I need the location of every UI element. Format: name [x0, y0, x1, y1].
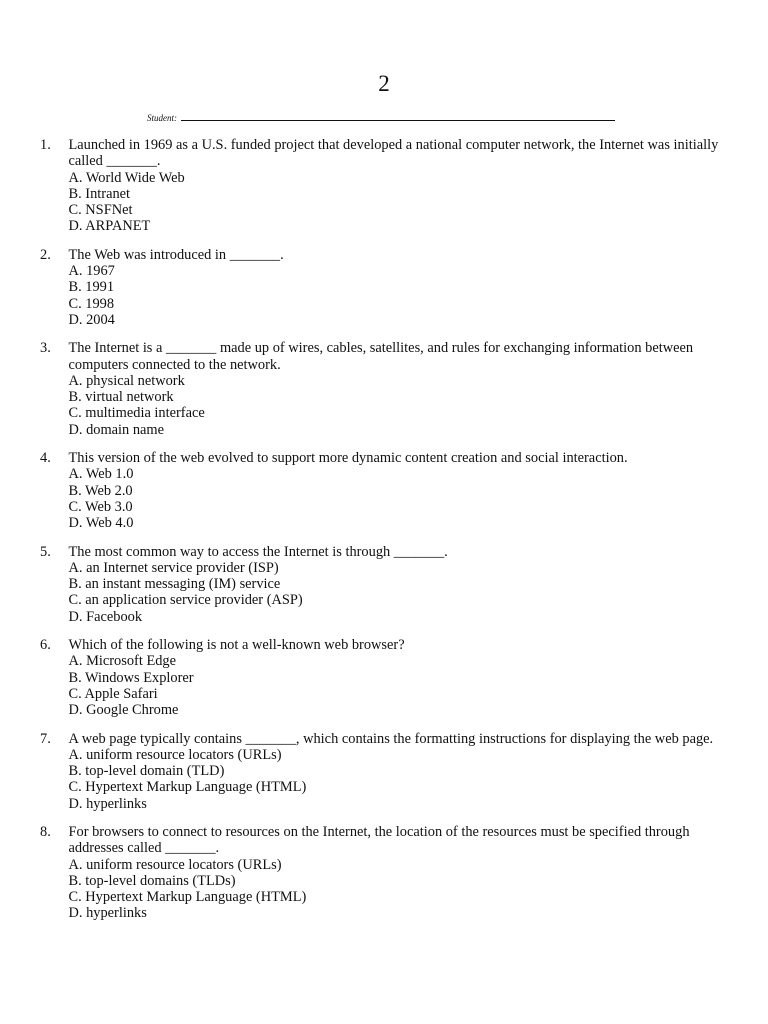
student-name-blank — [181, 110, 615, 121]
option-d: D. hyperlinks — [68, 795, 147, 812]
option-c: C. Hypertext Markup Language (HTML) — [68, 889, 307, 906]
option-a: A. uniform resource locators (URLs) — [68, 746, 282, 763]
question-number: 1. — [40, 137, 51, 153]
question-4 — [40, 450, 730, 531]
option-c: C. an application service provider (ASP) — [68, 592, 303, 609]
option-b: B. an instant messaging (IM) service — [68, 576, 281, 593]
question-stem: Which of the following is not a well-known web browser? — [68, 637, 405, 654]
question-number: 6. — [40, 637, 51, 654]
question-stem: A web page typically contains _______, which contains the formatting instructions for displaying the web page. — [68, 730, 714, 747]
question-stem: Launched in 1969 as a U.S. funded project that developed a national computer network, the Internet was initially called _______. — [68, 137, 719, 170]
question-stem: The Internet is a _______ made up of wires, cables, satellites, and rules for exchanging information between computers connected to the network. — [68, 340, 694, 373]
option-b: B. Intranet — [68, 185, 131, 202]
student-label: Student: — [147, 113, 177, 123]
question-stem: The Web was introduced in _______. — [68, 246, 284, 263]
question-6 — [40, 637, 730, 718]
question-number: 4. — [40, 450, 51, 467]
option-b: B. virtual network — [68, 389, 174, 406]
option-b: B. 1991 — [68, 279, 115, 296]
option-a: A. World Wide Web — [68, 169, 185, 186]
question-number: 2. — [40, 246, 51, 263]
option-a: A. Microsoft Edge — [68, 653, 177, 670]
option-d: D. ARPANET — [68, 218, 151, 235]
option-c: C. NSFNet — [68, 202, 133, 219]
question-3 — [40, 340, 730, 438]
question-number: 3. — [40, 340, 51, 357]
option-b: B. Web 2.0 — [68, 482, 133, 499]
option-a: A. an Internet service provider (ISP) — [68, 559, 279, 576]
option-a: A. uniform resource locators (URLs) — [68, 856, 282, 873]
option-c: C. Hypertext Markup Language (HTML) — [68, 779, 307, 796]
option-d: D. domain name — [68, 421, 165, 438]
option-a: A. Web 1.0 — [68, 466, 134, 483]
question-stem: For browsers to connect to resources on the Internet, the location of the resources must be specified through addresses called _______. — [68, 823, 690, 857]
question-1 — [40, 137, 730, 235]
option-c: C. Apple Safari — [68, 685, 158, 702]
option-c: C. multimedia interface — [68, 405, 205, 422]
option-d: D. Facebook — [68, 608, 143, 625]
option-b: B. top-level domains (TLDs) — [68, 872, 236, 889]
option-b: B. top-level domain (TLD) — [68, 763, 225, 780]
question-list — [40, 137, 730, 934]
option-b: B. Windows Explorer — [68, 669, 194, 686]
question-7 — [40, 731, 730, 812]
question-2 — [40, 247, 730, 328]
student-name-line — [147, 110, 615, 125]
question-number: 8. — [40, 823, 51, 840]
option-d: D. hyperlinks — [68, 905, 147, 922]
option-c: C. 1998 — [68, 295, 115, 312]
option-a: A. physical network — [68, 372, 185, 389]
question-5 — [40, 544, 730, 625]
option-d: D. Google Chrome — [68, 702, 179, 719]
question-8 — [40, 824, 730, 922]
option-d: D. 2004 — [68, 311, 115, 328]
question-stem: This version of the web evolved to support more dynamic content creation and social interaction. — [68, 450, 628, 467]
option-d: D. Web 4.0 — [68, 515, 134, 532]
question-number: 5. — [40, 543, 51, 560]
question-stem: The most common way to access the Internet is through _______. — [68, 543, 448, 560]
option-a: A. 1967 — [68, 263, 115, 280]
page-number: 2 — [378, 71, 390, 96]
question-number: 7. — [40, 730, 51, 747]
option-c: C. Web 3.0 — [68, 498, 133, 515]
